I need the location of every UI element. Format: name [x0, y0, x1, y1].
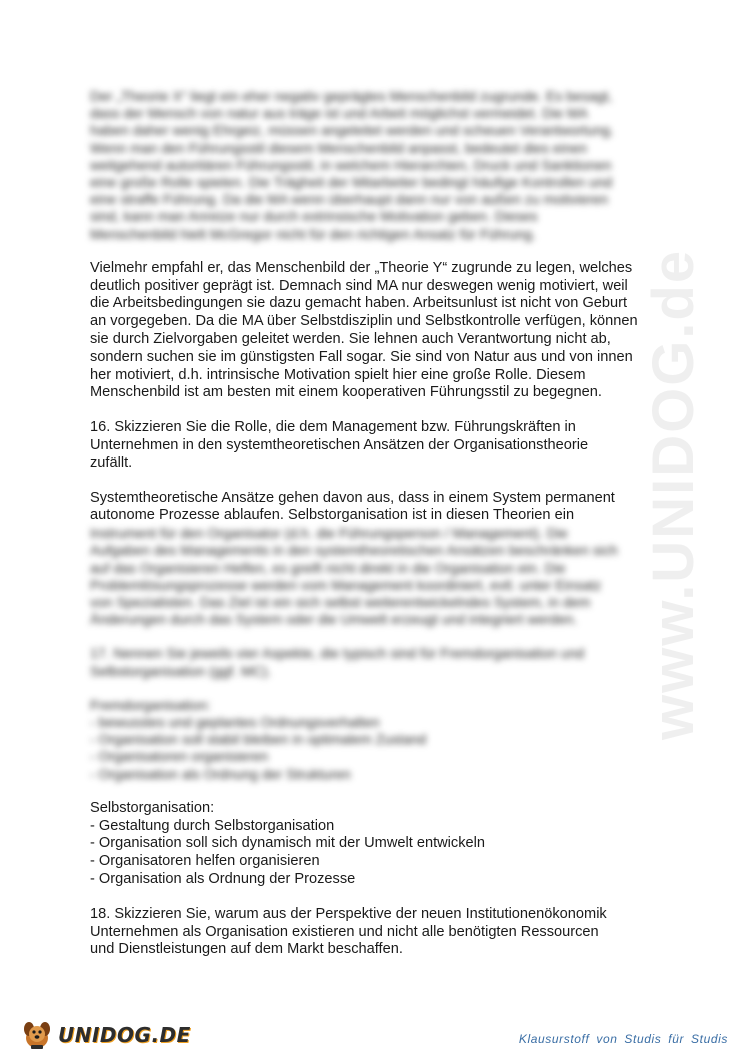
blurred-paragraph-theorie-x: Der „Theorie X“ liegt ein eher negativ geprägtes Menschenbild zugrunde. Es besagt, dass der Mensch von natur aus träge ist und Arbeit möglichst vermeidet. Die MA haben daher wenig Ehrgeiz, müssen angeleitet werden und scheuen Verantwortung. Wenn man den Führungsstil diesem Menschenbild anpasst, bedeutet dies einen weitgehend autoritären Führungsstil, in welchem Hierarchien, Druck und Sanktionen eine große Rolle spielen. Die Trägheit der Mitarbeiter bedingt häufige Kontrollen und eine straffe Führung. Da die MA wenn überhaupt dann nur von außen zu motivieren sind, kann man Anreize nur durch extrinsische Motivation geben. Dieses Menschenbild hielt McGregor nicht für den richtigen Ansatz für Führung.	[90, 88, 614, 242]
question-17-blurred: 17. Nennen Sie jeweils vier Aspekte, die typisch sind für Fremdorganisation und Selbstorganisation (ggf. MC).	[90, 645, 585, 679]
answer-16-blurred: Instrument für den Organisator (d.h. die Führungsperson / Management). Die Aufgaben des Managements in den systemtheoretischen Ansätzen beschränken sich auf das Organisieren Helfen, es greift nicht direkt in die Organisation ein. Die Problemlösungsprozesse werden vom Management koordiniert, evtl. unter Einsatz von Spezialisten. Das Ziel ist ein sich selbst weiterentwickelndes System, in dem Änderungen durch das System oder die Umwelt erzeugt und integriert werden.	[90, 525, 618, 628]
footer-tagline: Klausurstoff von Studis für Studis	[518, 1032, 728, 1046]
answer-16: Systemtheoretische Ansätze gehen davon aus, dass in einem System permanent autonome Prozesse ablaufen. Selbstorganisation ist in diesen Theorien ein Instrument für den Organisator (d.h. die Führungsperson / Management). Die Aufgaben des Managements in den systemtheoretischen Ansätzen beschränken sich auf das Organisieren Helfen, es greift nicht direkt in die Organisation ein. Die Problemlösungsprozesse werden vom Management koordiniert, evtl. unter Einsatz von Spezialisten. Das Ziel ist ein sich selbst weiterentwickelndes System, in dem Änderungen durch das System oder die Umwelt erzeugt und integriert werden.	[90, 490, 660, 629]
document-body	[90, 88, 660, 976]
question-16: 16. Skizzieren Sie die Rolle, die dem Management bzw. Führungskräften in Unternehmen in den systemtheoretischen Ansätzen der Organisationstheorie zufällt.	[90, 419, 589, 471]
question-18: 18. Skizzieren Sie, warum aus der Perspektive der neuen Institutionenökonomik Unternehmen als Organisation existieren und nicht alle benötigten Ressourcen und Dienstleistungen auf dem Markt beschaffen.	[90, 905, 607, 958]
paragraph-theorie-y: Vielmehr empfahl er, das Menschenbild der „Theorie Y“ zugrunde zu legen, welches deutlich positiver geprägt ist. Demnach sind MA nur deswegen wenig motiviert, weil die Arbeitsbedingungen sie dazu gemacht haben. Arbeitsunlust ist nicht von Geburt an vorgegeben. Da die MA über Selbstdisziplin und Selbstkontrolle verfügen, können sie durch Zielvorgaben geleitet werden. Sie lehnen auch Verantwortung nicht ab, sondern suchen sie im günstigsten Fall sogar. Sie sind von Natur aus und von innen her motiviert, d.h. intrinsische Motivation spielt hier eine große Rolle. Diesem Menschenbild ist am besten mit einem kooperativen Führungsstil zu begegnen.	[90, 259, 638, 401]
selbstorganisation-list: Selbstorganisation: - Gestaltung durch Selbstorganisation - Organisation soll sich dynamisch mit der Umwelt entwickeln - Organisatoren helfen organisieren - Organisation als Ordnung der Prozesse	[90, 799, 485, 888]
fremdorganisation-list-blurred: Fremdorganisation: - bewusstes und geplantes Ordnungsverhalten - Organisation soll stabil bleiben in optimalem Zustand - Organisatoren organisieren - Organisation als Ordnung der Strukturen	[90, 696, 427, 782]
logo-text: UNIDOG.DE	[58, 1023, 191, 1047]
unidog-logo[interactable]	[20, 1018, 191, 1052]
watermark: www.UNIDOG.de	[641, 248, 706, 740]
dog-mascot-icon	[20, 1018, 54, 1052]
